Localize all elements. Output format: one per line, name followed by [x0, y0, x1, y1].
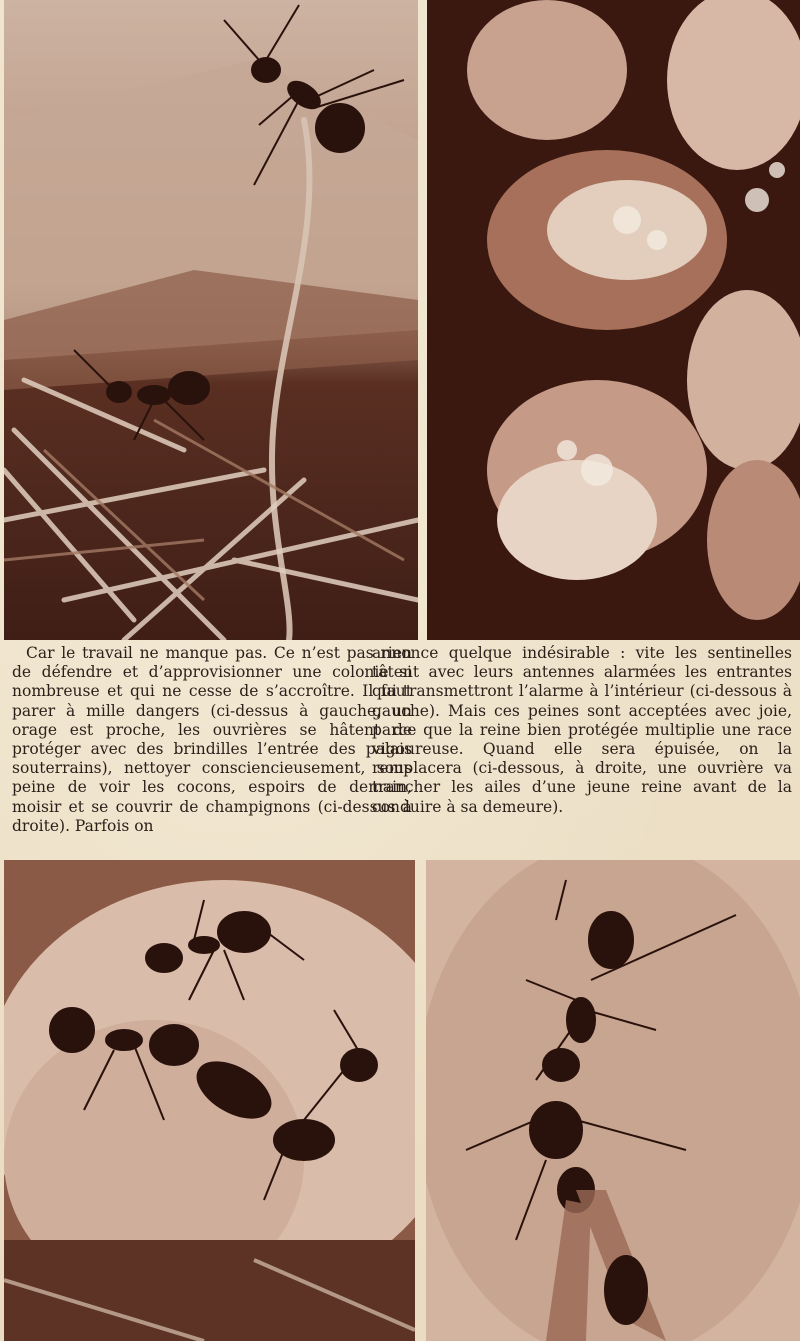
article-column-right	[372, 644, 792, 817]
photo-ants-storm-twigs	[4, 0, 418, 640]
photo-worker-and-young-queen	[426, 860, 800, 1341]
article-column-left	[12, 644, 412, 836]
article-paragraph-left: Car le travail ne manque pas. Ce n’est pas rien de défendre et d’approvisionner une colonie si nombreuse et qui ne cesse de s’accroître. Il faut parer à mille dangers (ci-dessus à gauche, un orage est proche, les ouvrières se hâtent de protéger avec des brindilles l’entrée des palais souterrains), nettoyer consciencieusement, sous peine de voir les cocons, espoirs de demain, moisir et se couvrir de champignons (ci-dessus à droite). Parfois on	[12, 644, 412, 835]
article-text	[0, 640, 800, 860]
article-paragraph-right: annonce quelque indésirable : vite les sentinelles tâtent avec leurs antennes alarmées les entrantes qui transmettront l’alarme à l’intérieur (ci-dessous à gauche). Mais ces peines sont acceptées avec joie, parce que la reine bien protégée multiplie une race vigoureuse. Quand elle sera épuisée, on la remplacera (ci-dessous, à droite, une ouvrière va trancher les ailes d’une jeune reine avant de la conduire à sa demeure).	[372, 644, 792, 816]
photo-cocoons-mould	[427, 0, 800, 640]
photo-sentinel-ants	[4, 860, 415, 1341]
